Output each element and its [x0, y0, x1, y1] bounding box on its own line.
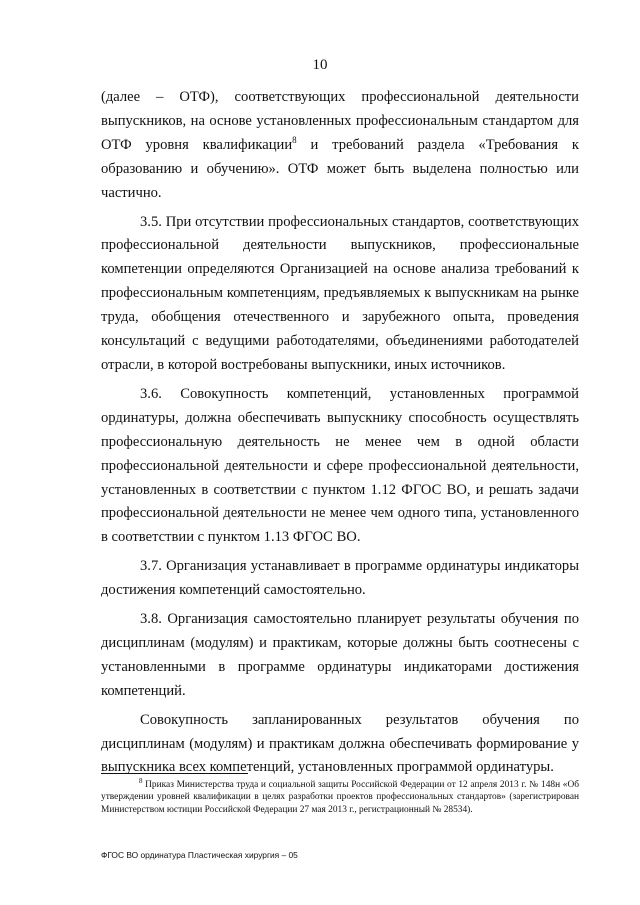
footnote-divider — [101, 773, 248, 774]
page-number: 10 — [312, 57, 328, 73]
footnote — [101, 776, 579, 816]
paragraph-otf-tail: и требований раздела «Требования к образованию и обучению». ОТФ может быть выделена полностью или частично. — [101, 136, 579, 201]
paragraph-otf — [101, 86, 579, 206]
footnote-ref[interactable]: 8 — [292, 134, 297, 145]
paragraph-3-7: 3.7. Организация устанавливает в программе ординатуры индикаторы достижения компетенций самостоятельно. — [101, 558, 579, 599]
paragraph-3-5: 3.5. При отсутствии профессиональных стандартов, соответствующих профессиональной деятельности выпускников, профессиональные компетенции определяются Организацией на основе анализа требований к профессиональным компетенциям, предъявляемых к выпускникам на рынке труда, обобщения отечественного и зарубежного опыта, проведения консультаций с ведущими работодателями, объединениями работодателей отрасли, в которой востребованы выпускники, иных источников. — [101, 213, 579, 373]
footnote-text: Приказ Министерства труда и социальной защиты Российской Федерации от 12 апреля 2013 г. № 148н «Об утверждении уровней квалификации в целях разработки проектов профессиональных стандартов» (зарегистрирован Министерством юстиции Российской Федерации 27 мая 2013 г., регистрационный № 28534). — [101, 780, 579, 815]
document-body — [101, 86, 579, 780]
footnote-marker: 8 — [139, 776, 143, 785]
paragraph-3-6: 3.6. Совокупность компетенций, установленных программой ординатуры, должна обеспечивать выпускнику способность осуществлять профессиональную деятельность не менее чем в одной области профессиональной деятельности и сфере профессиональной деятельности, установленных в соответствии с пунктом 1.12 ФГОС ВО, и решать задачи профессиональной деятельности не менее чем одного типа, установленного в соответствии с пунктом 1.13 ФГОС ВО. — [101, 385, 579, 546]
page-footer: ФГОС ВО ординатура Пластическая хирургия – 05 — [101, 850, 298, 860]
paragraph-3-8: 3.8. Организация самостоятельно планирует результаты обучения по дисциплинам (модулям) и практикам, которые должны быть соотнесены с установленными в программе ординатуры индикаторами достижения компетенций. — [101, 611, 579, 699]
paragraph-otf-text: (далее – ОТФ), соответствующих профессиональной деятельности выпускников, на основе установленных профессиональным стандартом для ОТФ уровня квалификации — [101, 89, 579, 153]
paragraph-results: Совокупность запланированных результатов обучения по дисциплинам (модулям) и практикам должна обеспечивать формирование у выпускника всех компетенций, установленных программой ординатуры. — [101, 711, 579, 776]
